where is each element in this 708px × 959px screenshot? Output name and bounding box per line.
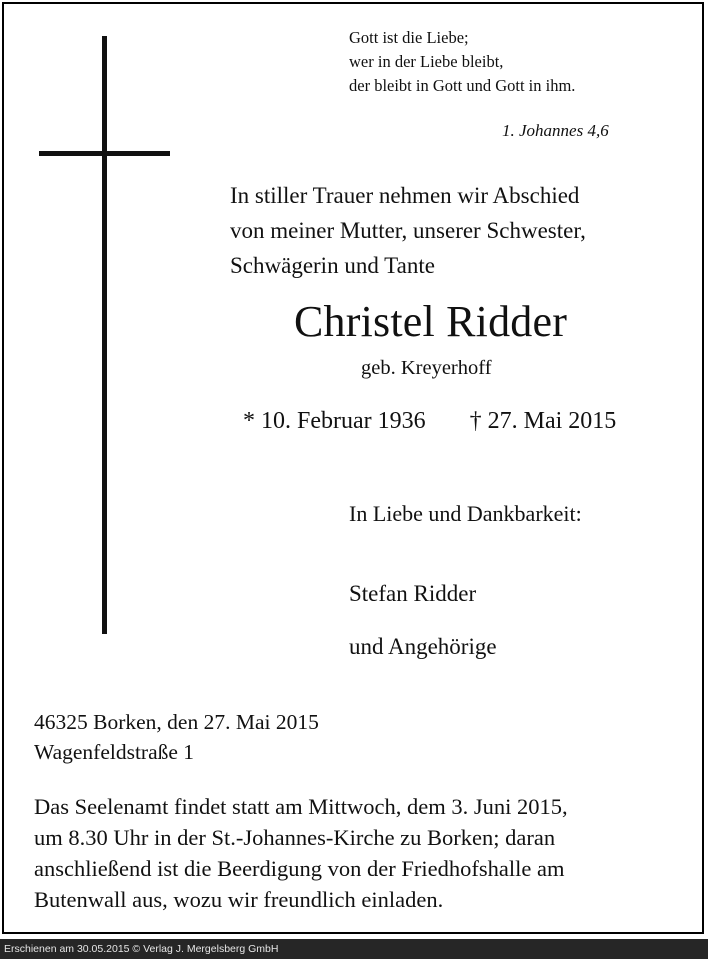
verse-line: der bleibt in Gott und Gott in ihm. — [349, 76, 576, 95]
death-date: † 27. Mai 2015 — [469, 408, 617, 434]
address-line: 46325 Borken, den 27. Mai 2015 — [34, 710, 319, 734]
intro-line: In stiller Trauer nehmen wir Abschied — [230, 183, 580, 208]
notice-line: Butenwall aus, wozu wir freundlich einladen. — [34, 887, 444, 912]
mourning-intro — [230, 178, 586, 283]
obituary-notice — [2, 2, 704, 934]
funeral-notice — [34, 791, 568, 915]
intro-line: Schwägerin und Tante — [230, 253, 435, 278]
verse-line: wer in der Liebe bleibt, — [349, 52, 504, 71]
cross-horizontal-bar — [39, 151, 170, 156]
address-line: Wagenfeldstraße 1 — [34, 740, 195, 764]
maiden-name: geb. Kreyerhoff — [361, 357, 492, 379]
publication-footer: Erschienen am 30.05.2015 © Verlag J. Mergelsberg GmbH — [0, 939, 708, 959]
notice-line: anschließend ist die Beerdigung von der Friedhofshalle am — [34, 856, 565, 881]
thanks-line: In Liebe und Dankbarkeit: — [349, 501, 582, 526]
family-signature — [349, 567, 497, 673]
birth-date: * 10. Februar 1936 — [243, 408, 426, 434]
family-member: Stefan Ridder — [349, 581, 477, 606]
verse-reference: 1. Johannes 4,6 — [502, 121, 609, 140]
verse-line: Gott ist die Liebe; — [349, 28, 469, 47]
cross-vertical-bar — [102, 36, 107, 634]
notice-line: um 8.30 Uhr in der St.-Johannes-Kirche zu Borken; daran — [34, 825, 556, 850]
family-member: und Angehörige — [349, 634, 497, 659]
address-block — [34, 707, 319, 767]
deceased-name: Christel Ridder — [294, 297, 568, 346]
life-dates — [243, 408, 616, 435]
bible-verse — [349, 26, 575, 98]
intro-line: von meiner Mutter, unserer Schwester, — [230, 218, 586, 243]
notice-line: Das Seelenamt findet statt am Mittwoch, dem 3. Juni 2015, — [34, 794, 568, 819]
